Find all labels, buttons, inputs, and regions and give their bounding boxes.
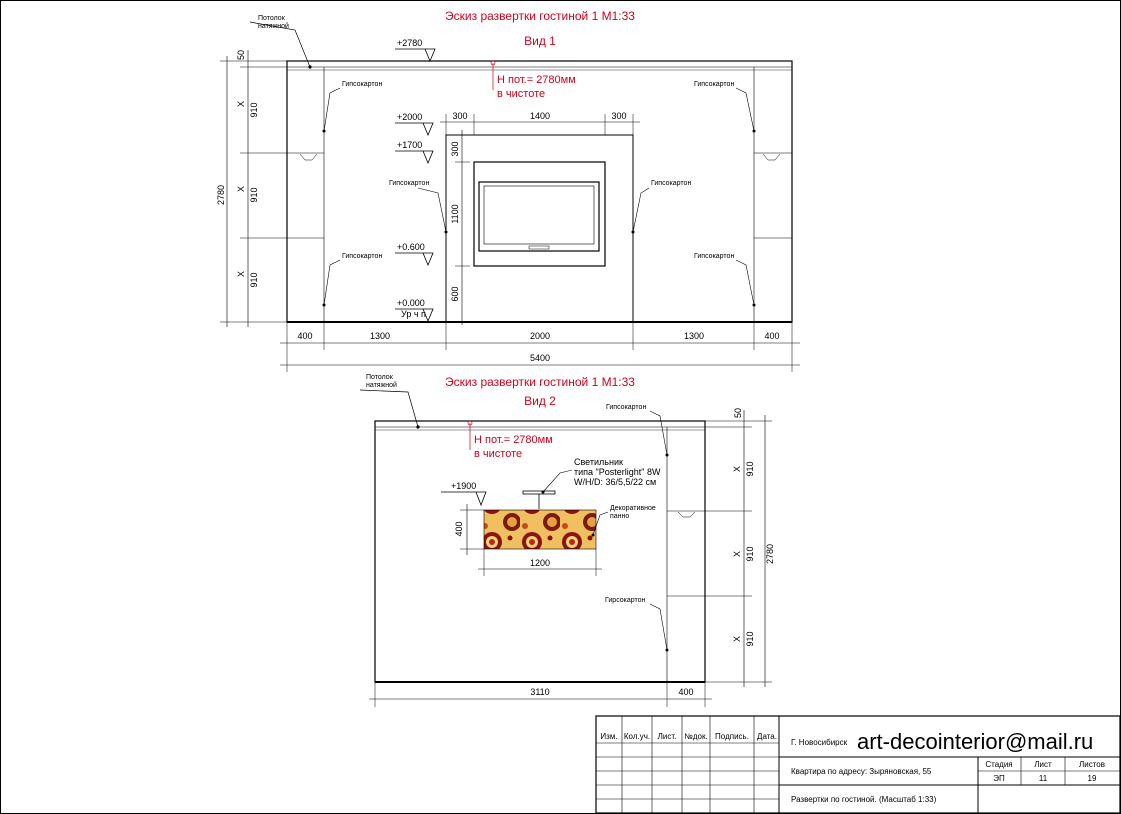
tb-header-list: Лист.: [657, 732, 677, 741]
tb-header-data: Дата.: [757, 732, 777, 741]
view2-panel-label: Декоративное: [610, 505, 656, 512]
view-1: [216, 9, 800, 372]
view1-level-2780-mark: [395, 49, 435, 61]
view1-wall: [287, 61, 792, 322]
view1-gypsum-dot-tr: [753, 130, 756, 133]
view2-lamp-label-2: типа "Posterlight" 8W: [574, 467, 661, 477]
view2-right-vdim-910-b: 910: [745, 546, 755, 562]
view1-gypsum-label-tr: Гипсокартон: [694, 81, 735, 88]
view2-height-note: Н пот.= 2780мм: [474, 434, 553, 446]
view2-right-x-b: X: [732, 550, 742, 558]
view2-subtitle: Вид 2: [524, 394, 556, 408]
view1-bottom-dim-1300-left: 1300: [369, 331, 391, 341]
tb-email: art-decointerior@mail.ru: [857, 729, 1094, 754]
view1-level-0600-mark: [395, 253, 433, 265]
view2-gypsum-leader-top: [650, 411, 667, 455]
view2-lamp-icon: [678, 512, 695, 517]
view1-left-x-a: X: [236, 100, 246, 108]
view1-level-2000: +2000: [397, 112, 423, 122]
tb-sheets-label: Листов: [1079, 760, 1105, 769]
view1-total-width: 5400: [529, 353, 551, 363]
view1-bottom-dim-2000: 2000: [529, 331, 551, 341]
view1-gypsum-leader-ml: [418, 188, 446, 232]
view1-gypsum-dot-ml: [445, 231, 448, 234]
tb-city: Г. Новосибирск: [791, 738, 848, 747]
tb-sheet-value: 11: [1038, 774, 1048, 783]
view1-title: Эскиз развертки гостиной 1 М1:33: [445, 9, 635, 23]
view1-left-x-c: X: [236, 270, 246, 278]
view1-left-x-b: X: [236, 185, 246, 193]
view2-ceiling-label-2: натяжной: [366, 382, 397, 389]
view1-left-vdim-50: 50: [236, 49, 246, 61]
tb-sheet-title: Развертки по гостиной. (Масштаб 1:33): [791, 795, 937, 804]
tb-sheet-label: Лист: [1034, 760, 1052, 769]
decorative-panel: [484, 510, 596, 549]
sheet-border: [1, 1, 1121, 814]
view1-floor-level-label: Ур ч п: [401, 309, 426, 319]
view1-gypsum-leader-tr: [736, 88, 754, 131]
view2-right-x-a: X: [732, 465, 742, 473]
view1-gypsum-label-tl: Гипсокартон: [342, 81, 383, 88]
view1-top-dim-300-left: 300: [452, 111, 468, 121]
view1-gypsum-leader-tl: [324, 88, 340, 131]
view1-inner-vdim-300: 300: [450, 141, 460, 157]
view2-right-total-2780: 2780: [765, 543, 775, 565]
view1-gypsum-label-bl: Гипсокартон: [342, 253, 383, 260]
view1-level-2780: +2780: [397, 38, 423, 48]
view2-panel-width: 1200: [529, 558, 551, 568]
view1-left-vdim-910-c: 910: [249, 272, 259, 288]
posterlight-lamp-icon: [523, 491, 555, 494]
view1-gypsum-leader-mr: [633, 188, 649, 232]
tv-screen: [484, 186, 594, 244]
view1-top-dim-1400: 1400: [529, 111, 551, 121]
view2-gypsum-dot-bottom: [666, 649, 669, 652]
view1-gypsum-label-mr: Гипсокартон: [651, 180, 692, 187]
view2-level-1900: +1900: [451, 481, 477, 491]
view2-bottom-dim-3110: 3110: [530, 687, 550, 697]
view2-gypsum-label-top: Гипсокартон: [606, 404, 647, 411]
view1-ceiling-label: Потолок: [258, 15, 285, 22]
tb-address: Квартира по адресу: Зыряновская, 55: [791, 767, 932, 776]
view1-gypsum-label-ml: Гипсокартон: [389, 180, 430, 187]
tv-icon: [479, 182, 599, 251]
view2-lamp-label: Светильник: [574, 457, 623, 467]
view2-height-note-2: в чистоте: [474, 448, 523, 460]
view1-level-0000: +0.000: [397, 298, 425, 308]
view1-inner-vdim-600: 600: [450, 286, 460, 302]
view1-inner-vdim-1100: 1100: [450, 204, 460, 224]
view2-gypsum-label-bottom: Гирсокартон: [605, 597, 646, 604]
view2-title: Эскиз развертки гостиной 1 М1:33: [445, 375, 635, 389]
view2-right-x-c: X: [732, 635, 742, 643]
view1-left-total-2780: 2780: [216, 184, 226, 206]
view1-height-note-2: в чистоте: [497, 88, 546, 100]
view1-left-vdim-910-b: 910: [249, 187, 259, 203]
view1-gypsum-dot-mr: [632, 231, 635, 234]
view2-ceiling-label: Потолок: [366, 374, 393, 381]
tb-header-podpis: Подпись.: [715, 732, 749, 741]
view1-gypsum-dot-bl: [323, 304, 326, 307]
view1-bottom-dim-400-left: 400: [297, 331, 313, 341]
tb-header-ndok: №док.: [684, 732, 708, 741]
view1-bottom-dim-1300-right: 1300: [683, 331, 705, 341]
view2-right-vdim-910-c: 910: [745, 631, 755, 647]
view1-left-lamp-icon: [300, 154, 317, 160]
view1-level-2000-mark: [395, 123, 433, 135]
view1-level-1700: +1700: [397, 140, 423, 150]
view1-gypsum-label-br: Гипсокартон: [694, 253, 735, 260]
view1-right-lamp-icon: [763, 154, 780, 160]
view2-level-1900-mark: [441, 492, 486, 505]
view1-portal-inner: [474, 162, 605, 266]
view2-panel-height: 400: [454, 521, 464, 537]
view2-panel-label-2: панно: [610, 513, 630, 520]
view1-height-note: Н пот.= 2780мм: [497, 74, 576, 86]
view2-wall: [375, 421, 705, 682]
tb-stage-value: ЭП: [993, 774, 1005, 783]
view1-top-dim-300-right: 300: [611, 111, 627, 121]
tb-header-kol: Кол.уч.: [623, 732, 651, 741]
view1-bottom-dim-400-right: 400: [764, 331, 780, 341]
tb-header-izm: Изм.: [600, 732, 618, 741]
view2-right-vdim-50: 50: [733, 407, 743, 419]
view2-gypsum-dot-top: [666, 454, 669, 457]
view1-level-0600: +0.600: [397, 242, 425, 252]
view2-gypsum-leader-bottom: [650, 604, 667, 650]
view2-panel-dot: [592, 534, 595, 537]
view1-gypsum-leader-bl: [324, 260, 340, 305]
view2-lamp-leader: [543, 470, 572, 492]
tv-stand: [529, 246, 549, 249]
view2-bottom-dim-400: 400: [678, 687, 694, 697]
tb-stage-label: Стадия: [985, 760, 1013, 769]
view-2: [360, 374, 775, 707]
tb-sheets-value: 19: [1087, 774, 1097, 783]
view2-right-vdim-910-a: 910: [745, 461, 755, 477]
view1-gypsum-leader-br: [736, 260, 754, 305]
view1-left-vdim-910-a: 910: [249, 102, 259, 118]
view1-ceiling-label-2: натяжной: [258, 23, 289, 30]
view1-gypsum-dot-tl: [323, 130, 326, 133]
view2-lamp-label-3: W/H/D: 36/5,5/22 см: [574, 477, 657, 487]
title-block: [596, 716, 1120, 813]
view1-level-1700-mark: [395, 151, 433, 163]
view1-subtitle: Вид 1: [524, 34, 556, 48]
view1-gypsum-dot-br: [753, 304, 756, 307]
